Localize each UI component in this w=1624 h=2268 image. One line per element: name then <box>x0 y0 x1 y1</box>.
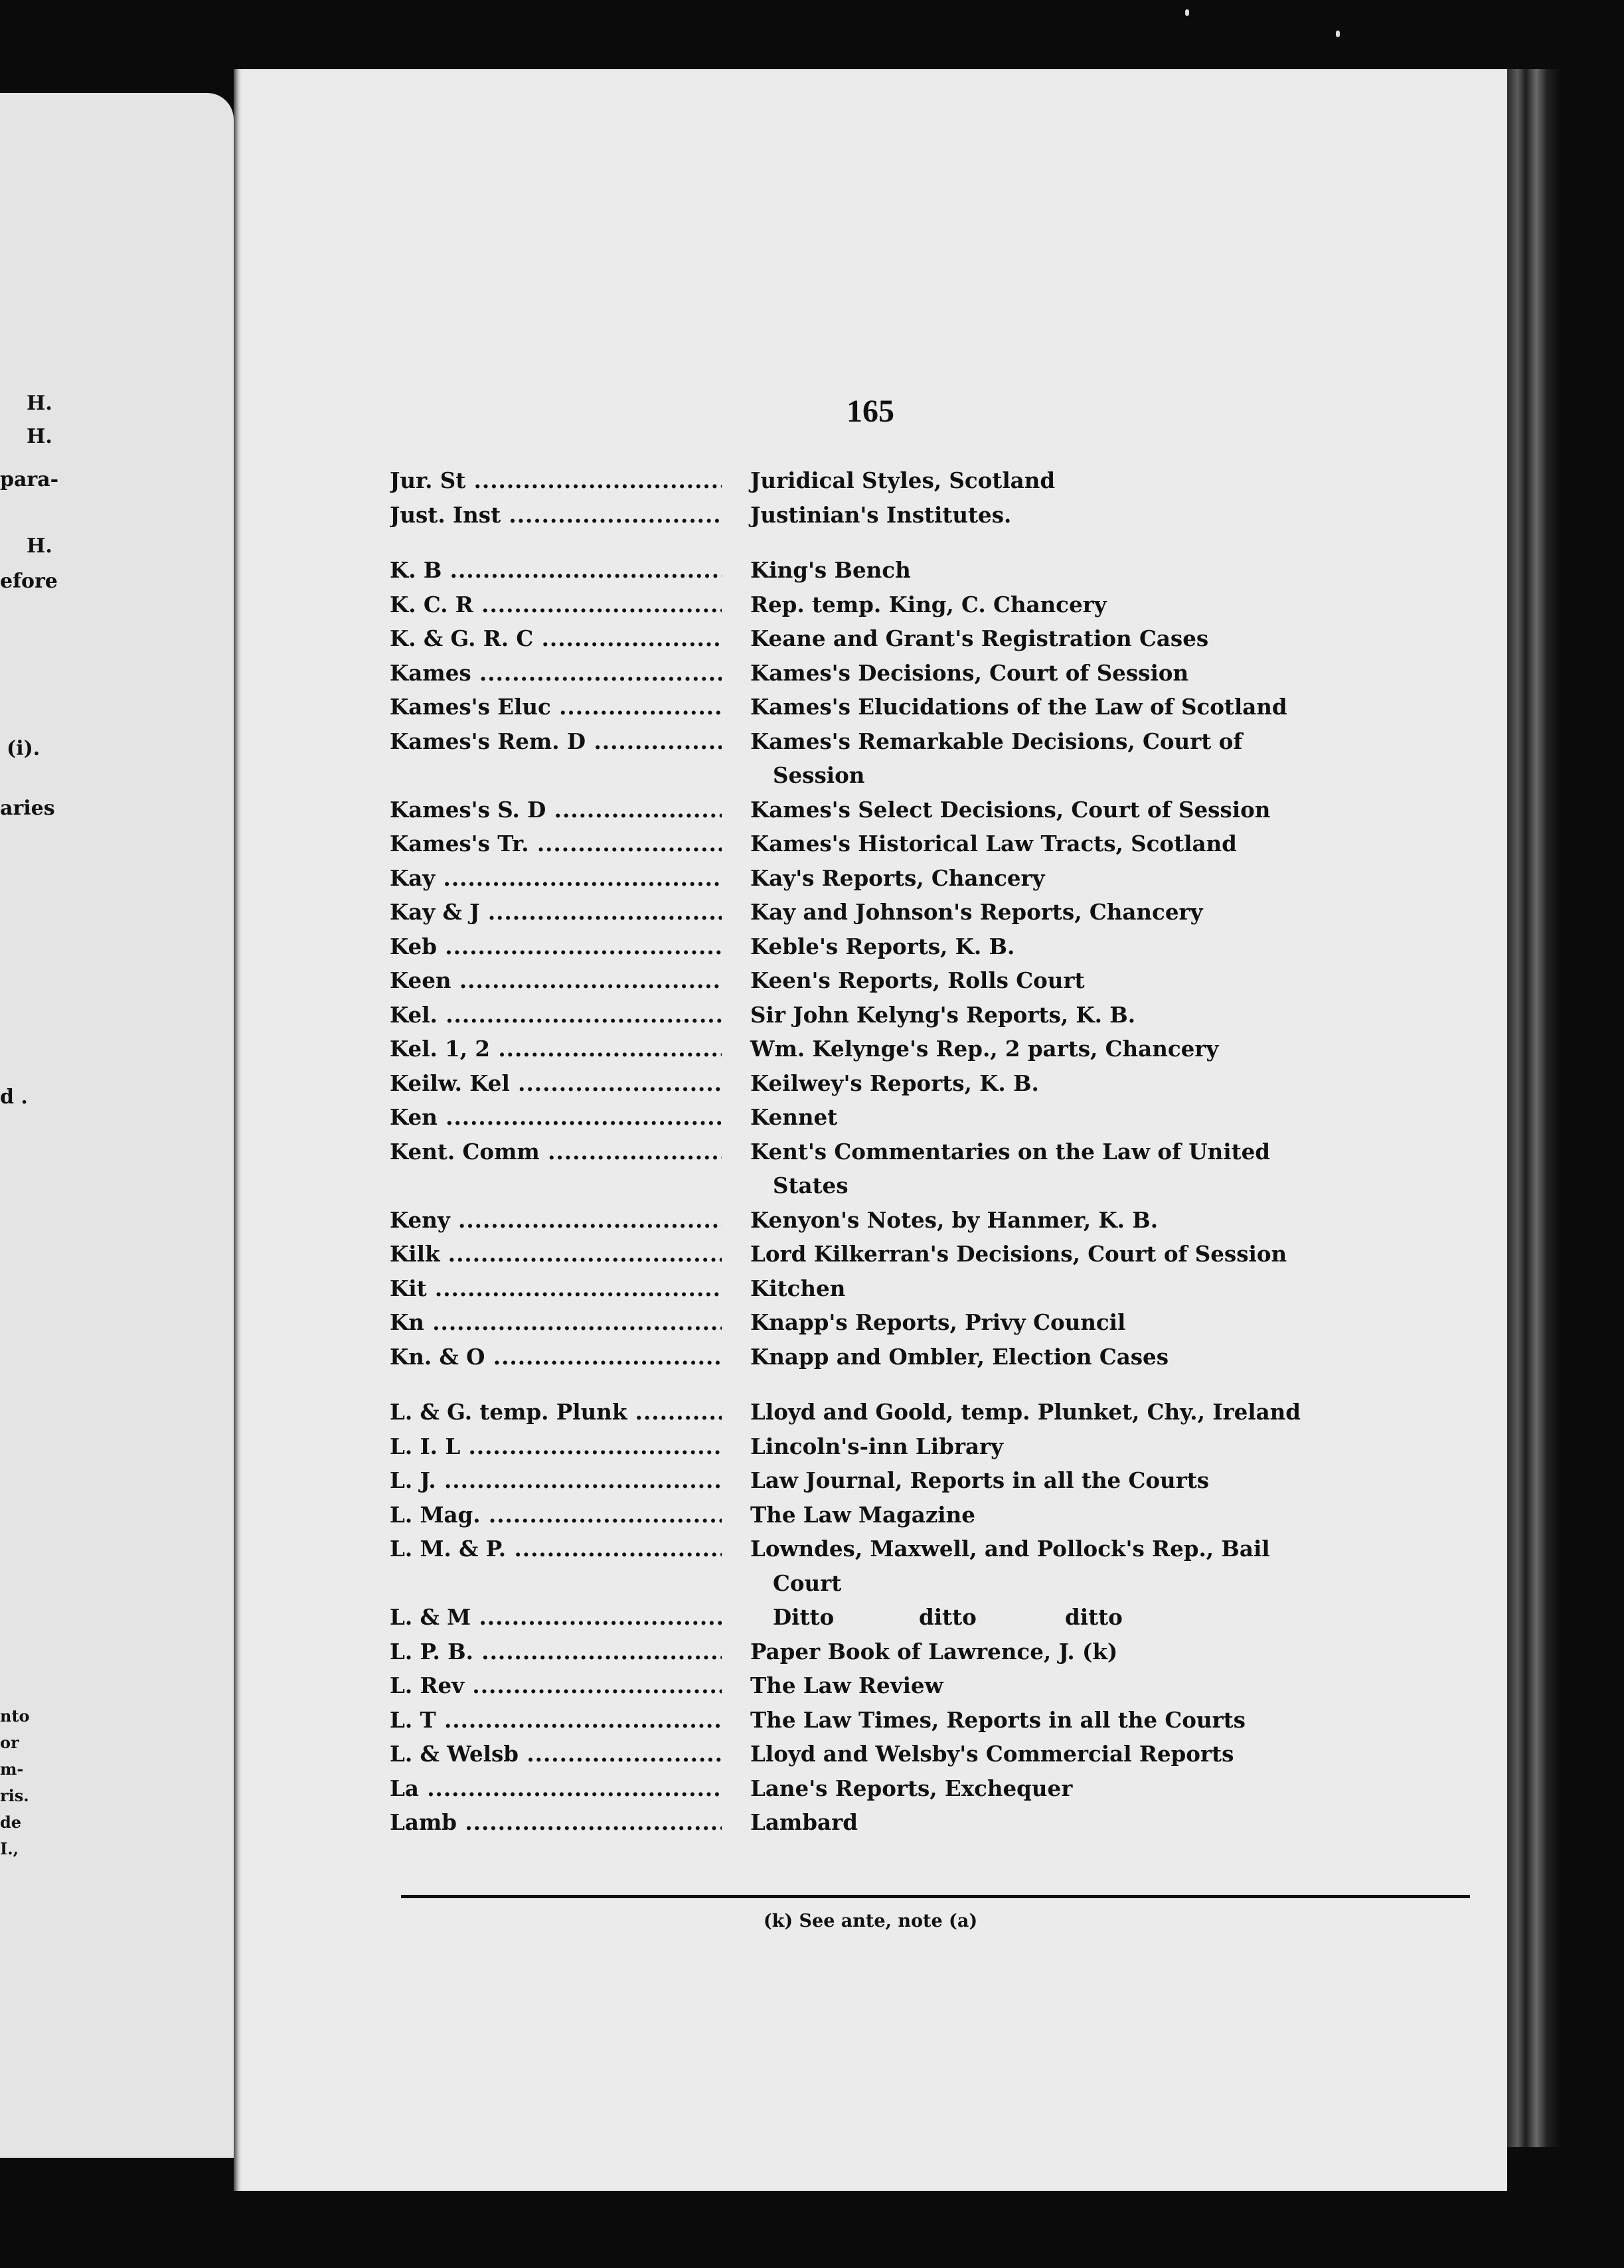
entry-description: Law Journal, Reports in all the Courts <box>750 1467 1210 1493</box>
entry-abbreviation: Kames's Eluc ..... <box>390 694 722 720</box>
entry-abbreviation: Keny ..... <box>390 1207 722 1233</box>
entry-row <box>390 660 1512 694</box>
entry-description: Kames's Remarkable Decisions, Court of <box>750 728 1243 754</box>
entry-row <box>390 865 1512 900</box>
entry-row <box>390 694 1512 728</box>
entry-abbreviation: K. & G. R. C ..... <box>390 625 722 651</box>
entry-row <box>390 625 1512 660</box>
entry-description: Kent's Commentaries on the Law of United <box>750 1138 1271 1165</box>
entry-continuation <box>390 1173 1512 1207</box>
left-fragment: (i). <box>7 737 41 760</box>
entry-abbreviation: Kames's Rem. D ..... <box>390 728 722 754</box>
dust-speck <box>1336 31 1340 37</box>
entry-description: Sir John Kelyng's Reports, K. B. <box>750 1001 1136 1028</box>
entry-row <box>390 1207 1512 1242</box>
left-fragment: or <box>0 1733 19 1752</box>
entry-abbreviation: Ken ..... <box>390 1104 722 1130</box>
entry-row <box>390 1536 1512 1570</box>
entry-continuation <box>390 1570 1512 1605</box>
section-gap <box>390 536 1512 557</box>
entry-abbreviation: Kilk ..... <box>390 1241 722 1267</box>
entry-description: Lincoln's-inn Library <box>750 1433 1004 1459</box>
entry-row <box>390 592 1512 626</box>
entry-abbreviation: Kames ..... <box>390 660 722 686</box>
entry-abbreviation: L. T ..... <box>390 1707 722 1733</box>
entry-row <box>390 1241 1512 1275</box>
entry-description: Lowndes, Maxwell, and Pollock's Rep., Bail <box>750 1536 1270 1562</box>
entry-description: Lambard <box>750 1809 858 1835</box>
entry-abbreviation: L. & Welsb ..... <box>390 1741 722 1767</box>
entry-row <box>390 1707 1512 1742</box>
entry-row <box>390 1002 1512 1036</box>
entry-abbreviation: L. I. L ..... <box>390 1433 722 1459</box>
entry-row <box>390 1672 1512 1707</box>
entry-description: Knapp's Reports, Privy Council <box>750 1309 1126 1335</box>
entry-row <box>390 1399 1512 1433</box>
entry-abbreviation: Keb ..... <box>390 933 722 959</box>
entry-description: Kennet <box>750 1104 838 1130</box>
entry-description: States <box>773 1173 849 1198</box>
left-fragment: nto <box>0 1706 30 1726</box>
entry-abbreviation: L. & M ..... <box>390 1604 722 1630</box>
section-gap <box>390 1378 1512 1399</box>
entry-continuation <box>390 762 1512 797</box>
entry-row <box>390 1741 1512 1775</box>
entry-abbreviation: Kent. Comm ..... <box>390 1139 722 1165</box>
entry-abbreviation: K. C. R ..... <box>390 592 722 617</box>
entry-abbreviation: La ..... <box>390 1775 722 1801</box>
left-fragment: efore <box>0 570 58 593</box>
entry-row <box>390 1275 1512 1310</box>
dust-speck <box>1185 9 1189 16</box>
entry-row <box>390 1604 1512 1639</box>
entry-row <box>390 1036 1512 1070</box>
entry-description: Lord Kilkerran's Decisions, Court of Session <box>750 1241 1287 1267</box>
entry-row <box>390 467 1512 502</box>
entry-description: The Law Review <box>750 1672 943 1698</box>
entry-description: Kames's Elucidations of the Law of Scotland <box>750 694 1287 720</box>
entry-row <box>390 1139 1512 1173</box>
left-fragment: H. <box>27 425 52 448</box>
book-spine <box>1507 69 1560 2147</box>
left-fragment: H. <box>27 392 52 415</box>
entry-description: Lane's Reports, Exchequer <box>750 1775 1073 1801</box>
entry-row <box>390 728 1512 763</box>
entry-description: Kames's Select Decisions, Court of Session <box>750 796 1271 823</box>
entry-row <box>390 967 1512 1002</box>
left-fragment: m- <box>0 1759 24 1779</box>
entry-row <box>390 899 1512 933</box>
entry-abbreviation: Kay & J ..... <box>390 899 722 925</box>
entry-row <box>390 1070 1512 1105</box>
entry-row <box>390 502 1512 536</box>
book-page <box>234 69 1507 2191</box>
entry-abbreviation: Kn ..... <box>390 1309 722 1335</box>
entry-description: Kames's Historical Law Tracts, Scotland <box>750 831 1237 856</box>
entry-abbreviation: L. & G. temp. Plunk ..... <box>390 1399 722 1425</box>
entry-description: Paper Book of Lawrence, J. (k) <box>750 1638 1118 1664</box>
entry-abbreviation: Jur. St ..... <box>390 467 722 493</box>
entry-row <box>390 1809 1512 1844</box>
entry-abbreviation: K. B ..... <box>390 557 722 583</box>
entry-description: Juridical Styles, Scotland <box>750 467 1056 493</box>
entry-description: Keen's Reports, Rolls Court <box>750 967 1085 993</box>
entry-description: Keane and Grant's Registration Cases <box>750 625 1209 651</box>
entry-abbreviation: Keen ..... <box>390 967 722 993</box>
entry-abbreviation: Kames's Tr. ..... <box>390 831 722 856</box>
left-fragment: aries <box>0 797 55 820</box>
entry-row <box>390 797 1512 831</box>
footnote: (k) See ante, note (a) <box>763 1911 978 1931</box>
entry-row <box>390 1433 1512 1468</box>
entry-abbreviation: Kit ..... <box>390 1275 722 1301</box>
entry-description: Lloyd and Welsby's Commercial Reports <box>750 1741 1234 1767</box>
entry-abbreviation: Kames's S. D ..... <box>390 797 722 823</box>
entry-ditto: ditto <box>1065 1604 1123 1630</box>
entry-abbreviation: Kel. 1, 2 ..... <box>390 1036 722 1062</box>
entry-row <box>390 1775 1512 1810</box>
entry-row <box>390 1309 1512 1344</box>
entry-description: Kames's Decisions, Court of Session <box>750 659 1189 686</box>
entry-description: Kay's Reports, Chancery <box>750 864 1045 891</box>
entry-abbreviation: Just. Inst ..... <box>390 502 722 528</box>
entry-description: Court <box>773 1570 842 1596</box>
entry-description: Rep. temp. King, C. Chancery <box>750 591 1107 617</box>
entry-abbreviation: L. J. ..... <box>390 1467 722 1493</box>
entry-description: Wm. Kelynge's Rep., 2 parts, Chancery <box>750 1036 1219 1062</box>
entry-description: The Law Magazine <box>750 1501 975 1528</box>
entry-abbreviation: Kel. ..... <box>390 1002 722 1028</box>
left-fragment: ris. <box>0 1786 29 1805</box>
entry-abbreviation: Kay ..... <box>390 865 722 891</box>
entry-description: Knapp and Ombler, Election Cases <box>750 1343 1169 1370</box>
previous-page-fragment <box>0 93 234 2158</box>
left-fragment: d . <box>0 1086 28 1109</box>
entry-description: King's Bench <box>750 557 911 583</box>
entry-row <box>390 557 1512 592</box>
entry-abbreviation: L. Rev ..... <box>390 1672 722 1698</box>
entry-row <box>390 1502 1512 1536</box>
entry-row <box>390 1639 1512 1673</box>
footnote-rule <box>401 1895 1470 1898</box>
entry-row <box>390 831 1512 865</box>
entry-abbreviation: Lamb ..... <box>390 1809 722 1835</box>
entry-row <box>390 1467 1512 1502</box>
entry-description: Keble's Reports, K. B. <box>750 933 1015 959</box>
entry-row <box>390 1344 1512 1378</box>
entry-abbreviation: L. P. B. ..... <box>390 1639 722 1664</box>
entry-abbreviation: Kn. & O ..... <box>390 1344 722 1370</box>
entry-description: Kitchen <box>750 1275 846 1301</box>
entry-description: Justinian's Institutes. <box>750 501 1012 528</box>
entry-abbreviation: L. M. & P. ..... <box>390 1536 722 1562</box>
abbreviation-list <box>390 467 1512 1844</box>
entry-description: The Law Times, Reports in all the Courts <box>750 1706 1246 1733</box>
entry-description: Lloyd and Goold, temp. Plunket, Chy., Ireland <box>750 1399 1301 1425</box>
entry-ditto: ditto <box>919 1604 977 1630</box>
entry-description: Session <box>773 762 865 788</box>
left-fragment: H. <box>27 534 52 558</box>
entry-abbreviation: Keilw. Kel ..... <box>390 1070 722 1096</box>
entry-description: Kenyon's Notes, by Hanmer, K. B. <box>750 1206 1159 1233</box>
entry-ditto: Ditto <box>773 1604 835 1630</box>
entry-description: Keilwey's Reports, K. B. <box>750 1070 1039 1096</box>
left-fragment: de <box>0 1813 22 1832</box>
page-number: 165 <box>847 394 894 429</box>
left-fragment: para- <box>0 468 59 491</box>
entry-description: Kay and Johnson's Reports, Chancery <box>750 899 1203 925</box>
entry-abbreviation: L. Mag. ..... <box>390 1502 722 1528</box>
left-fragment: I., <box>0 1839 19 1858</box>
entry-row <box>390 933 1512 968</box>
entry-row <box>390 1104 1512 1139</box>
